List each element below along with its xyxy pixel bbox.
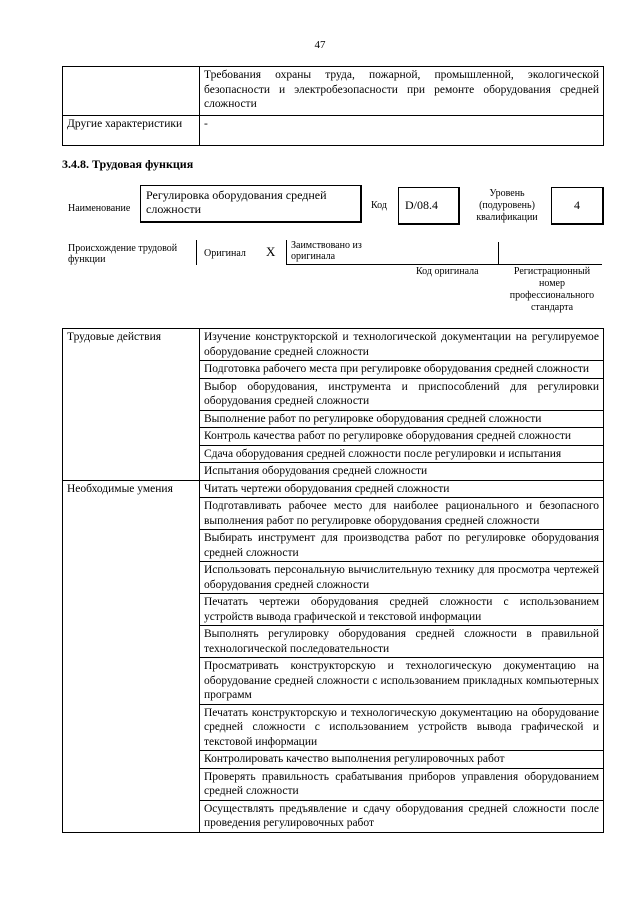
- table-row: [63, 67, 604, 116]
- skill-item: Подготавливать рабочее место для наиболее рационального и безопасного выполнения работ по регулировке оборудования средней сложности: [200, 498, 604, 530]
- skill-item: Использовать персональную вычислительную технику для просмотра чертежей оборудования средней сложности: [200, 562, 604, 594]
- name-value: Регулировка оборудования средней сложности: [146, 188, 327, 216]
- section-title: 3.4.8. Трудовая функция: [62, 157, 194, 171]
- table-row: [63, 480, 604, 498]
- skill-item: Читать чертежи оборудования средней сложности: [200, 480, 604, 498]
- skill-item: Осуществлять предъявление и сдачу оборудования средней сложности после проведения регулировочных работ: [200, 800, 604, 832]
- skill-item: Выполнять регулировку оборудования средней сложности в правильной технологической последовательности: [200, 626, 604, 658]
- borrowed-label: Заимствовано из оригинала: [291, 240, 362, 262]
- level-value: 4: [574, 198, 580, 212]
- labor-action-item: Выбор оборудования, инструмента и приспособлений для регулировки оборудования средней сложности: [200, 378, 604, 410]
- code-value: D/08.4: [405, 198, 438, 212]
- name-label: Наименование: [68, 203, 131, 214]
- other-characteristics-value: -: [200, 115, 604, 145]
- reg-number-label: Регистрационный номер профессионального стандарта: [509, 266, 595, 313]
- skill-item: Выбирать инструмент для производства работ по регулировке оборудования средней сложности: [200, 530, 604, 562]
- page-number: 47: [314, 39, 326, 51]
- labor-action-item: Выполнение работ по регулировке оборудования средней сложности: [200, 410, 604, 428]
- name-box: [140, 185, 362, 223]
- top-row-label: [63, 67, 200, 116]
- skill-item: Контролировать качество выполнения регулировочных работ: [200, 751, 604, 769]
- origin-label: Происхождение трудовой функции: [68, 243, 178, 265]
- labor-action-item: Подготовка рабочего места при регулировке оборудования средней сложности: [200, 361, 604, 379]
- original-label: Оригинал: [204, 248, 246, 259]
- top-table: [62, 66, 604, 146]
- code-box: [398, 187, 460, 225]
- divider: [286, 264, 602, 265]
- labor-action-item: Контроль качества работ по регулировке оборудования средней сложности: [200, 428, 604, 446]
- level-label: Уровень (подуровень) квалификации: [476, 188, 538, 223]
- table-row: [63, 115, 604, 145]
- level-box: [551, 187, 604, 225]
- origin-row: [196, 240, 602, 265]
- skill-item: Печатать чертежи оборудования средней сложности с использованием устройств вывода графической и текстовой информации: [200, 594, 604, 626]
- original-mark: X: [266, 244, 276, 259]
- labor-action-item: Сдача оборудования средней сложности после регулировки и испытания: [200, 445, 604, 463]
- table-row: [63, 329, 604, 361]
- labor-actions-label: Трудовые действия: [63, 329, 200, 481]
- skill-item: Печатать конструкторскую и технологическую документацию на оборудование средней сложности с использованием устройств вывода графической и текстовой информации: [200, 704, 604, 751]
- code-label: Код: [371, 200, 387, 211]
- main-table: [62, 328, 604, 833]
- code-original-label: Код оригинала: [416, 266, 479, 277]
- divider: [498, 242, 499, 264]
- divider: [286, 240, 287, 265]
- labor-action-item: Изучение конструкторской и технологической документации на регулируемое оборудование средней сложности: [200, 329, 604, 361]
- skill-item: Просматривать конструкторскую и технологическую документацию на оборудование средней сложности с использованием прикладных компьютерных программ: [200, 658, 604, 705]
- skill-item: Проверять правильность срабатывания приборов управления оборудованием средней сложности: [200, 768, 604, 800]
- skills-label: Необходимые умения: [63, 480, 200, 832]
- other-characteristics-label: Другие характеристики: [63, 115, 200, 145]
- labor-action-item: Испытания оборудования средней сложности: [200, 463, 604, 481]
- top-row-value: Требования охраны труда, пожарной, промышленной, экологической безопасности и электробезопасности при ремонте оборудования средней сложности: [200, 67, 604, 116]
